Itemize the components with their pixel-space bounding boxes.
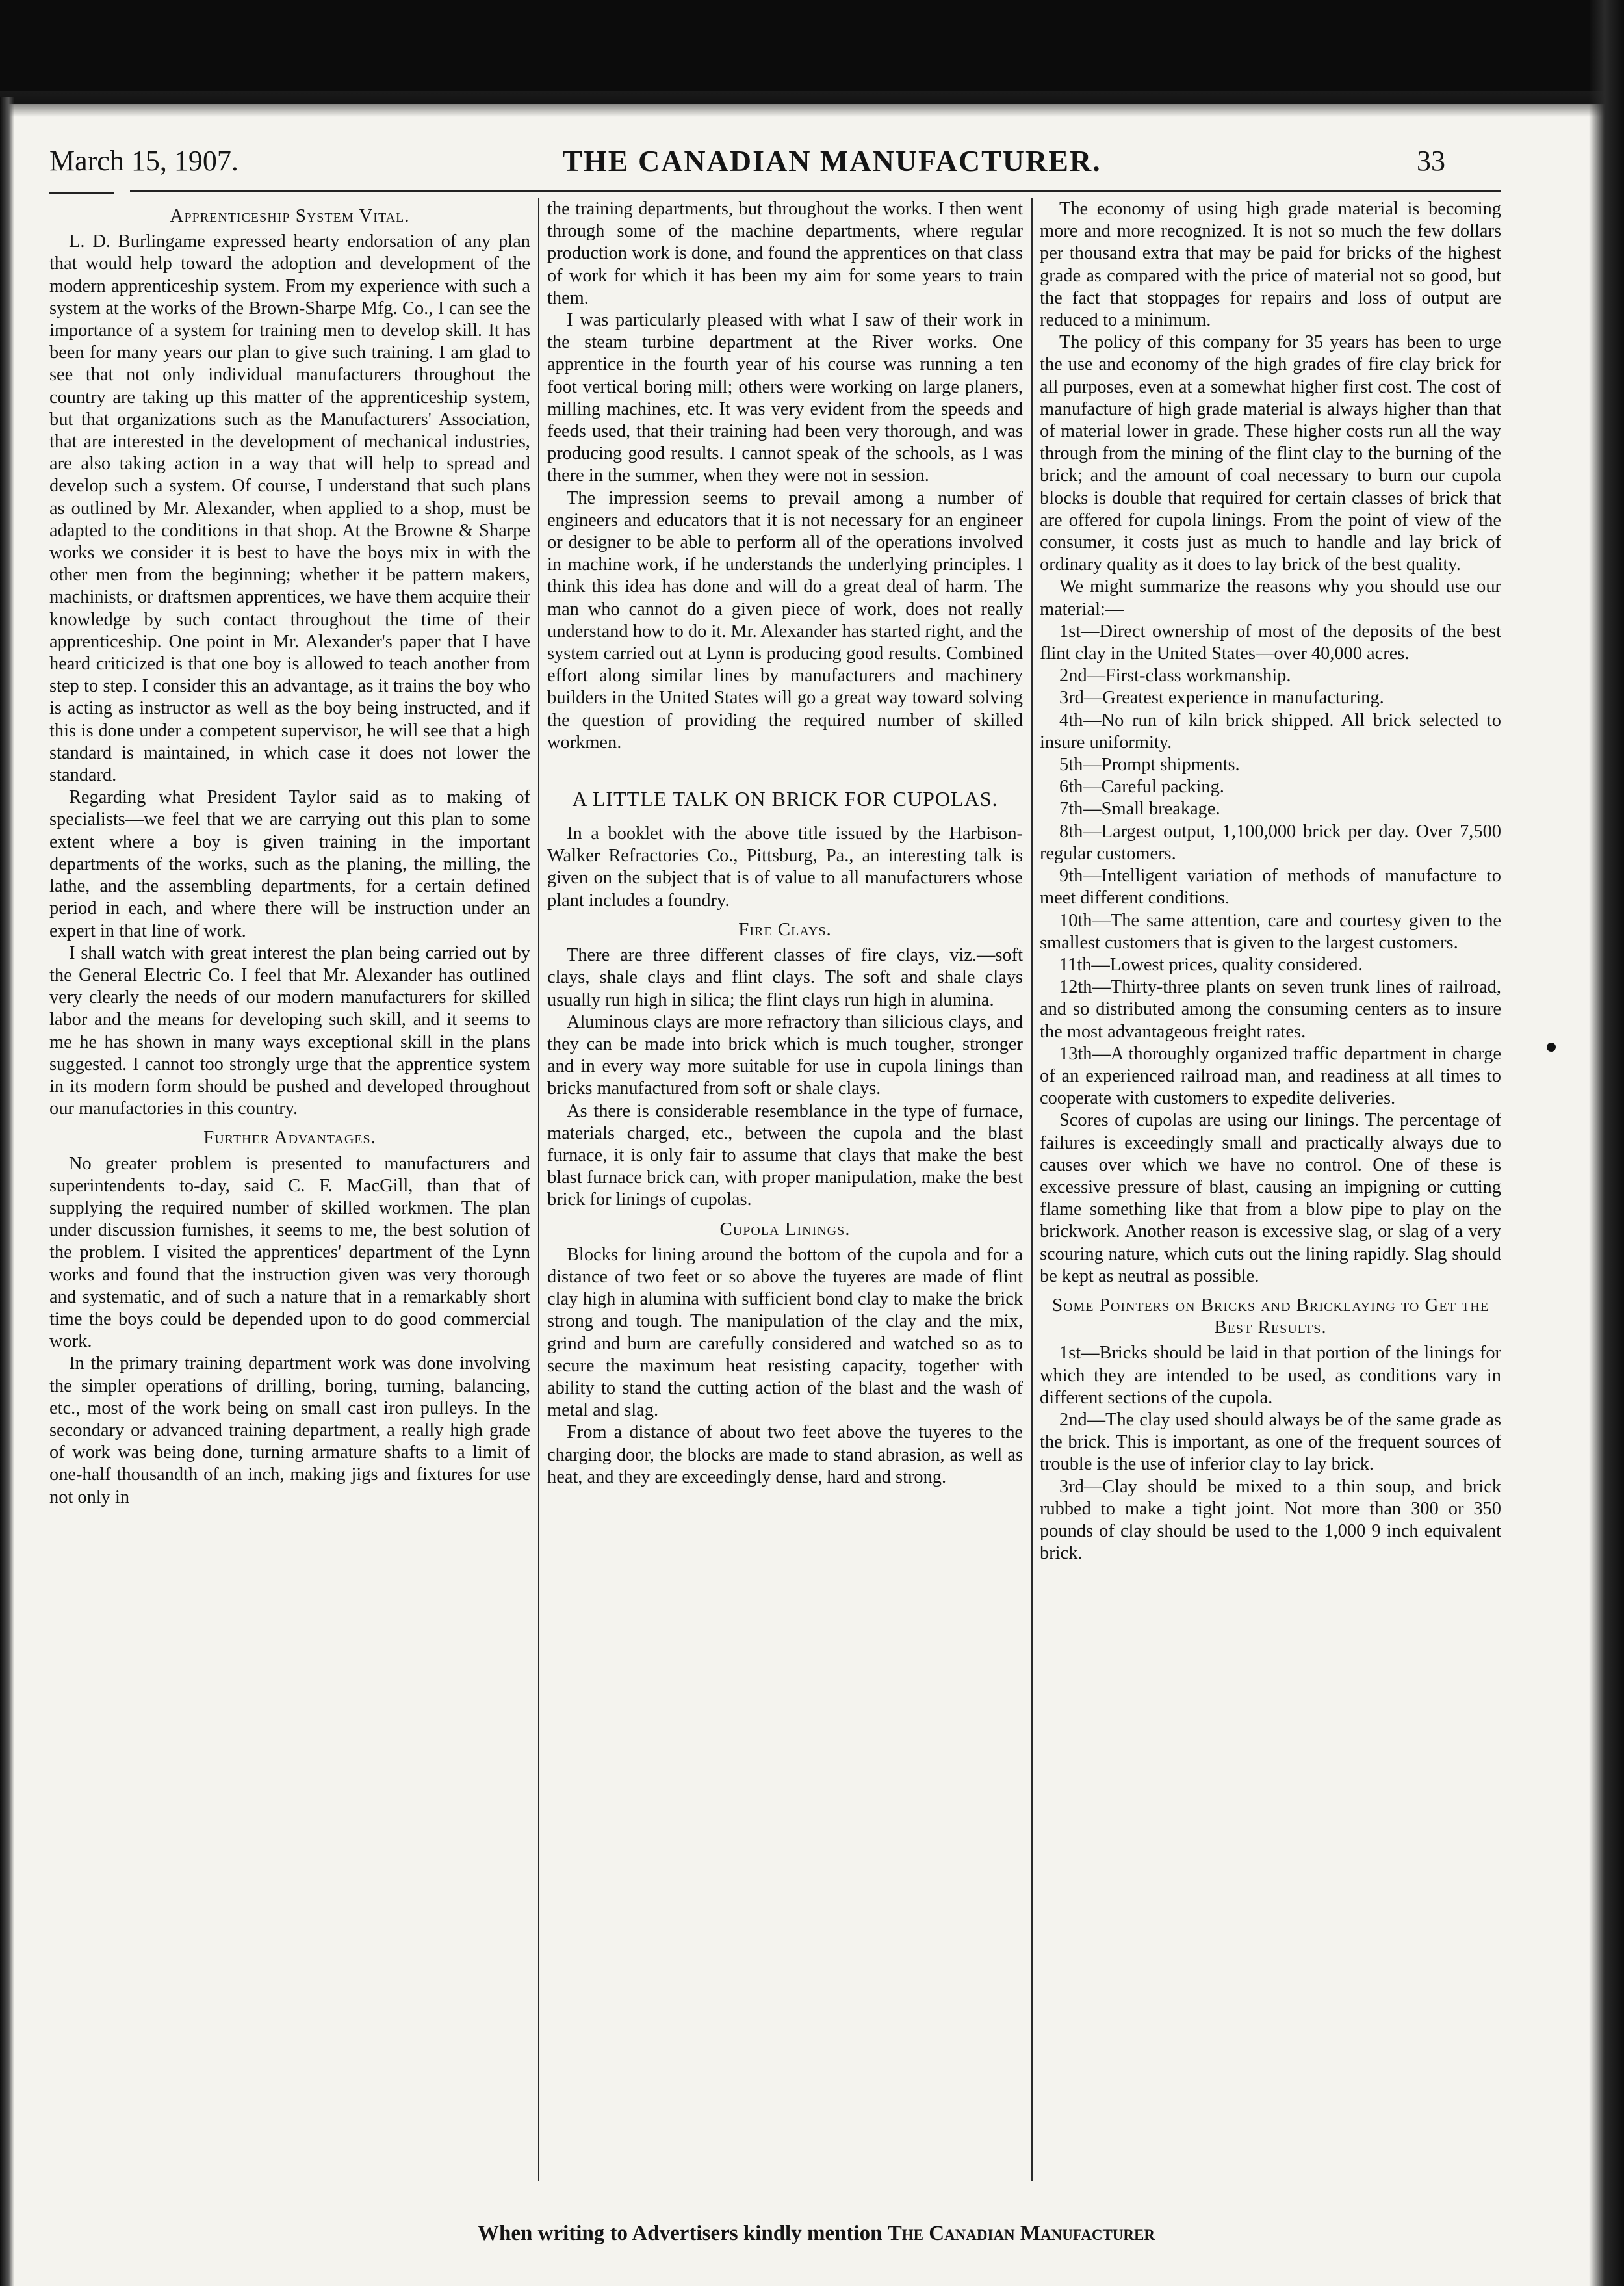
scan-top-shadow [0,91,1624,117]
reason-item: 13th—A thoroughly organized traffic department in charge of an experienced railroad man, and readiness at all times to cooperate with customers to expedite deliveries. [1040,1043,1501,1109]
reason-item: 10th—The same attention, care and courtesy given to the smallest customers that is given to the largest customers. [1040,910,1501,953]
reason-item: 3rd—Greatest experience in manufacturing. [1059,688,1384,708]
article-title: A LITTLE TALK ON BRICK FOR CUPOLAS. [572,787,998,811]
paragraph: The policy of this company for 35 years has been to urge the use and economy of the high grades of fire clay brick for all purposes, even at a somewhat higher first cost. The cost of manufacture of high grade material is always higher than that of material lower in grade. These higher costs run all the way through from the mining of the flint clay to the burning of the brick; and the amount of coal necessary to burn our cupola blocks is double that required for certain classes of brick that are offered for cupola linings. From the point of view of the consumer, it costs just as much to handle and lay brick of ordinary quality as it does to lay brick of the best quality. [1040,332,1501,575]
pointer-item: 1st—Bricks should be laid in that portion of the linings for which they are intended to be used, as conditions vary in different sections of the cupola. [1040,1343,1501,1408]
paragraph: As there is considerable resemblance in the type of furnace, materials charged, etc., between the cupola and the blast furnace, it is only fair to assume that clays that make the best blast furnace brick can, with proper manipulation, make the best brick for linings of cupolas. [547,1100,1023,1210]
reason-item: 2nd—First-class workmanship. [1059,666,1291,686]
paragraph: I was particularly pleased with what I saw of their work in the steam turbine department at the River works. One apprentice in the fourth year of his course was running a ten foot vertical boring mill; others were working on large planers, milling machines, etc. It was very evident from the speeds and feeds used, that their training had been very thorough, and was producing good results. I cannot speak of the schools, as I was there in the summer, when they were not in session. [547,310,1023,486]
paragraph: There are three different classes of fire clays, viz.—soft clays, shale clays and flint clays. The soft and shale clays usually run high in silica; the flint clays run high in alumina. [547,945,1023,1010]
reason-item: 8th—Largest output, 1,100,000 brick per day. Over 7,500 regular customers. [1040,821,1501,864]
paragraph: Regarding what President Taylor said as to making of specialists—we feel that we are carrying out this plan to some extent where a boy is given training in the important departments of the works, such as the planing, the milling, the lathe, and the assembling departments, for a certain defined period in each, and where there will be instruction under an expert in that line of work. [49,787,530,941]
ink-dot [1547,1043,1556,1052]
reason-item: 11th—Lowest prices, quality considered. [1059,954,1363,975]
pointer-item: 3rd—Clay should be mixed to a thin soup, and brick rubbed to make a tight joint. Not more than 300 or 350 pounds of clay should be used to the 1,000 9 inch equivalent brick. [1040,1476,1501,1564]
page-header [0,142,1624,187]
paragraph: The economy of using high grade material is becoming more and more recognized. It is not so much the few dollars per thousand extra that may be paid for bricks of the highest grade as compared with the price of material not so good, but the fact that stoppages for repairs and loss of output are reduced to a minimum. [1040,199,1501,331]
column-2 [547,198,1023,1488]
section-heading-cupola-linings: Cupola Linings. [719,1218,851,1240]
paragraph: No greater problem is presented to manufacturers and superintendents to-day, said C. F. MacGill, than that of supplying the required number of skilled workmen. The plan under discussion furnishes, it seems to me, the best solution of the problem. I visited the apprentices' department of the Lynn works and found that the instruction given was very thorough and systematic, and of such a nature that in a remarkably short time the boys could be depended upon to do good commercial work. [49,1153,530,1352]
header-rule-left [49,192,114,194]
page-footer [361,2222,1271,2246]
header-title: THE CANADIAN MANUFACTURER. [562,144,1102,177]
scan-left-border [0,97,14,2286]
paragraph: L. D. Burlingame expressed hearty endorsation of any plan that would help toward the adoption and development of the modern apprenticeship system. From my experience with such a system at the works of the Brown-Sharpe Mfg. Co., I can see the importance of a system for training men to develop skill. It has been for many years our plan to give such training. I am glad to see that not only individual manufacturers throughout the country are taking up this matter of the apprenticeship system, but that organizations such as the Manufacturers' Association, that are interested in the development of mechanical industries, are also taking action in a way that will help to spread and develop such a system. Of course, I understand that such plans as outlined by Mr. Alexander, when applied to a shop, must be adapted to the conditions in that shop. At the Browne & Sharpe works we consider it is best to have the boys mix in with the other men from the beginning; whether it be pattern makers, machinists, or draftsmen apprentices, we have them acquire their knowledge by such contact throughout the time of their apprenticeship. One point in Mr. Alexander's paper that I have heard criticized is that one boy is allowed to teach another from step to step. I consider this an advantage, as it trains the boy who is acting as instructor as well as the boy being instructed, and if this is done under a competent supervisor, he will see that a high standard is maintained, in which case it does not lower the standard. [49,231,530,786]
column-divider-1 [538,198,539,2181]
paragraph: In a booklet with the above title issued by the Harbison-Walker Refractories Co., Pittsburg, Pa., an interesting talk is given on the subject that is of value to all manufacturers whose plant includes a foundry. [547,824,1023,911]
header-date: March 15, 1907. [49,145,238,177]
header-page-number: 33 [1417,145,1445,177]
scan-top-border [0,0,1624,104]
reason-item: 6th—Careful packing. [1059,777,1224,798]
paragraph: In the primary training department work was done involving the simpler operations of drilling, boring, turning, balancing, etc., most of the work being on small cast iron pulleys. In the secondary or advanced training department, a really high grade of work was being done, turning armature shafts to a limit of one-half thousandth of an inch, making jigs and fixtures for use not only in [49,1353,530,1507]
reason-item: 9th—Intelligent variation of methods of manufacture to meet different conditions. [1040,866,1501,909]
paragraph: the training departments, but throughout the works. I then went through some of the machine departments, where regular production work is done, and found the apprentices on that class of work for which it has been my aim for some years to train them. [547,199,1023,308]
paragraph: Aluminous clays are more refractory than silicious clays, and they can be made into brick which is much tougher, stronger and in every way more suitable for use in cupola linings than bricks manufactured from soft or shale clays. [547,1011,1023,1099]
paragraph: From a distance of about two feet above the tuyeres to the charging door, the blocks are made to stand abrasion, as well as heat, and they are exceedingly dense, hard and strong. [547,1422,1023,1487]
paragraph: Blocks for lining around the bottom of the cupola and for a distance of two feet or so above the tuyeres are made of flint clay high in alumina with sufficient bond clay to make the brick strong and tough. The manipulation of the clay and the mix, grind and burn are carefully considered and watched so as to secure the maximum heat resisting capacity, together with ability to stand the cutting action of the blast and the wash of metal and slag. [547,1244,1023,1421]
paragraph: We might summarize the reasons why you should use our material:— [1040,577,1501,619]
section-heading-further-advantages: Further Advantages. [203,1127,376,1149]
paragraph: The impression seems to prevail among a number of engineers and educators that it is not necessary for an engineer or designer to be able to perform all of the operations involved in machine work, if he understands the underlying principles. I think this idea has done and will do a great deal of harm. The man who cannot do a given piece of work, does not really understand how to do it. Mr. Alexander has started right, and the system carried out at Lynn is producing good results. Combined effort along similar lines by manufacturers and machinery builders in the United States will go a great way toward solving the question of providing the required number of skilled workmen. [547,487,1023,753]
section-heading-fire-clays: Fire Clays. [738,918,832,940]
footer-text: When writing to Advertisers kindly mention [478,2222,883,2245]
reason-item: 1st—Direct ownership of most of the deposits of the best flint clay in the United States—over 40,000 acres. [1040,621,1501,664]
reason-item: 4th—No run of kiln brick shipped. All brick selected to insure uniformity. [1040,710,1501,753]
section-heading-pointers: Some Pointers on Bricks and Bricklaying to Get the Best Results. [1051,1294,1489,1338]
reason-item: 5th—Prompt shipments. [1059,755,1240,775]
scan-right-border [1589,0,1624,2286]
section-heading-apprenticeship: Apprenticeship System Vital. [170,205,410,226]
paragraph: Scores of cupolas are using our linings. The percentage of failures is exceedingly small and practically always due to causes over which we have no control. One of these is excessive pressure of blast, causing an impigning or cutting flame something like that from a blow pipe to play on the brickwork. Another reason is excessive slag, or slag of a very scouring nature, which cuts out the lining rapidly. Slag should be kept as neutral as possible. [1040,1110,1501,1286]
column-1 [49,198,530,1509]
paragraph: I shall watch with great interest the plan being carried out by the General Electric Co. I feel that Mr. Alexander has outlined very clearly the needs of our modern manufacturers for skilled labor and the means for developing such skill, and it seems to me he has shown in many ways exceptional skill in the plans suggested. I cannot too strongly urge that the apprentice system in its modern form should be pushed and developed throughout our manufactories in this country. [49,942,530,1119]
column-divider-2 [1031,198,1033,2181]
reason-item: 7th—Small breakage. [1059,799,1220,820]
header-rule [130,190,1501,192]
column-3 [1040,198,1501,1565]
pointer-item: 2nd—The clay used should always be of the same grade as the brick. This is important, as one of the frequent sources of trouble is the use of inferior clay to lay brick. [1040,1409,1501,1475]
reason-item: 12th—Thirty-three plants on seven trunk lines of railroad, and so distributed among the consuming centers as to insure the most advantageous freight rates. [1040,977,1501,1042]
footer-publication: The Canadian Manufacturer [887,2222,1155,2245]
